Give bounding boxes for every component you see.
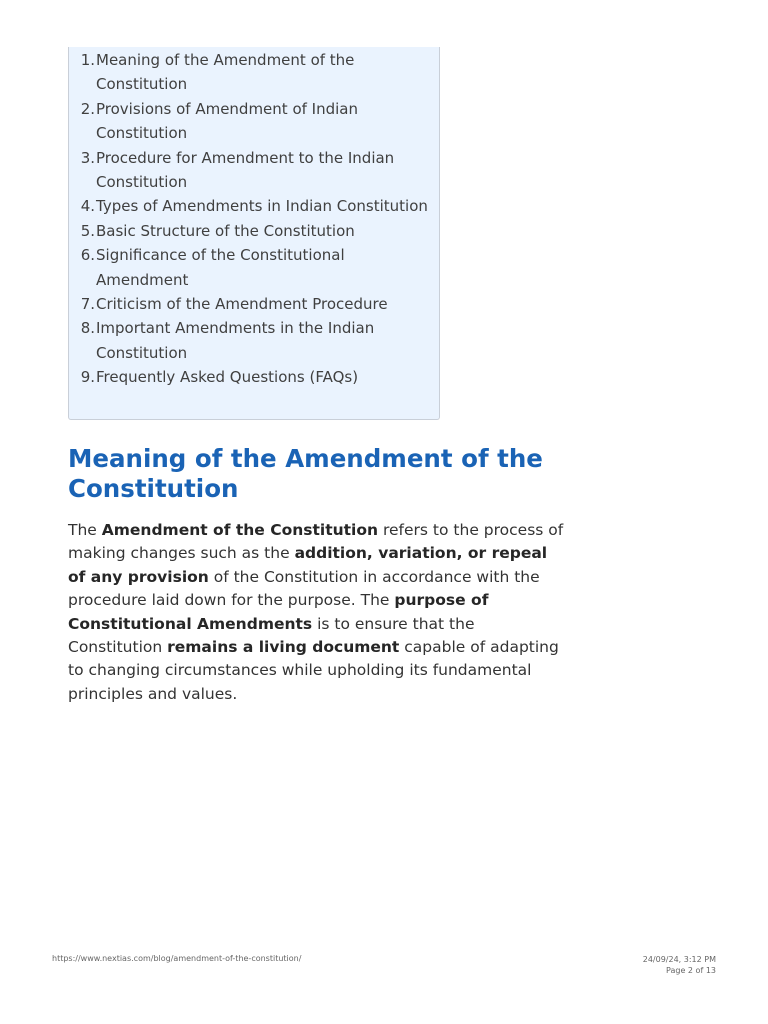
toc-item-number: 9. [80, 368, 95, 387]
footer-page-number: Page 2 of 13 [666, 966, 716, 975]
toc-item-link[interactable]: Types of Amendments in Indian Constitution [96, 197, 428, 216]
toc-item[interactable] [77, 219, 432, 243]
toc-item-number: 5. [80, 221, 95, 240]
footer-url: https://www.nextias.com/blog/amendment-of-the-constitution/ [52, 954, 302, 963]
table-of-contents [68, 47, 440, 420]
toc-item-link[interactable]: Frequently Asked Questions (FAQs) [96, 368, 359, 387]
paragraph-bold-text: Amendment of the Constitution [101, 521, 379, 539]
toc-item-number: 3. [80, 148, 95, 167]
paragraph-text: is to ensure that the Constitution [68, 614, 475, 657]
toc-item-link[interactable]: Criticism of the Amendment Procedure [96, 295, 388, 314]
toc-item-link[interactable]: Meaning of the Amendment of the Constitution [96, 51, 355, 94]
paragraph-text: refers to the process of making changes such as the [68, 521, 564, 563]
toc-item[interactable] [77, 292, 432, 316]
paragraph-bold-text: purpose of Constitutional Amendments [68, 591, 489, 633]
toc-item[interactable] [77, 243, 432, 292]
toc-item-number: 6. [80, 246, 95, 265]
paragraph-bold-text: remains a living document [167, 638, 400, 657]
toc-item-link[interactable]: Procedure for Amendment to the Indian Constitution [96, 148, 395, 192]
toc-item[interactable] [77, 48, 432, 97]
paragraph-text: The [68, 521, 102, 539]
toc-item-link[interactable]: Provisions of Amendment of Indian Constitution [96, 99, 358, 143]
toc-item-number: 1. [80, 51, 95, 69]
paragraph-text: of the Constitution in accordance with the procedure laid down for the purpose. The [68, 567, 540, 610]
footer-datetime: 24/09/24, 3:12 PM [642, 955, 716, 964]
toc-item-number: 2. [80, 99, 95, 118]
toc-item-number: 4. [80, 197, 95, 216]
toc-item[interactable] [77, 97, 432, 146]
section-paragraph [68, 519, 568, 706]
paragraph-bold-text: addition, variation, or repeal of any provision [68, 544, 548, 586]
toc-item[interactable] [77, 146, 432, 195]
paragraph-text: capable of adapting to changing circumstances while upholding its fundamental principles and values. [68, 638, 559, 703]
toc-item-number: 7. [80, 295, 95, 314]
toc-list [77, 48, 432, 390]
toc-item[interactable] [77, 316, 432, 365]
toc-item-link[interactable]: Significance of the Constitutional Amendment [96, 246, 345, 289]
footer-meta [643, 954, 716, 976]
toc-item[interactable] [77, 194, 432, 218]
toc-item-number: 8. [80, 319, 95, 338]
toc-item-link[interactable]: Important Amendments in the Indian Constitution [96, 319, 375, 362]
section-heading: Meaning of the Amendment of the Constitution [68, 444, 543, 503]
toc-item[interactable] [77, 365, 432, 389]
toc-item-link[interactable]: Basic Structure of the Constitution [96, 221, 355, 240]
